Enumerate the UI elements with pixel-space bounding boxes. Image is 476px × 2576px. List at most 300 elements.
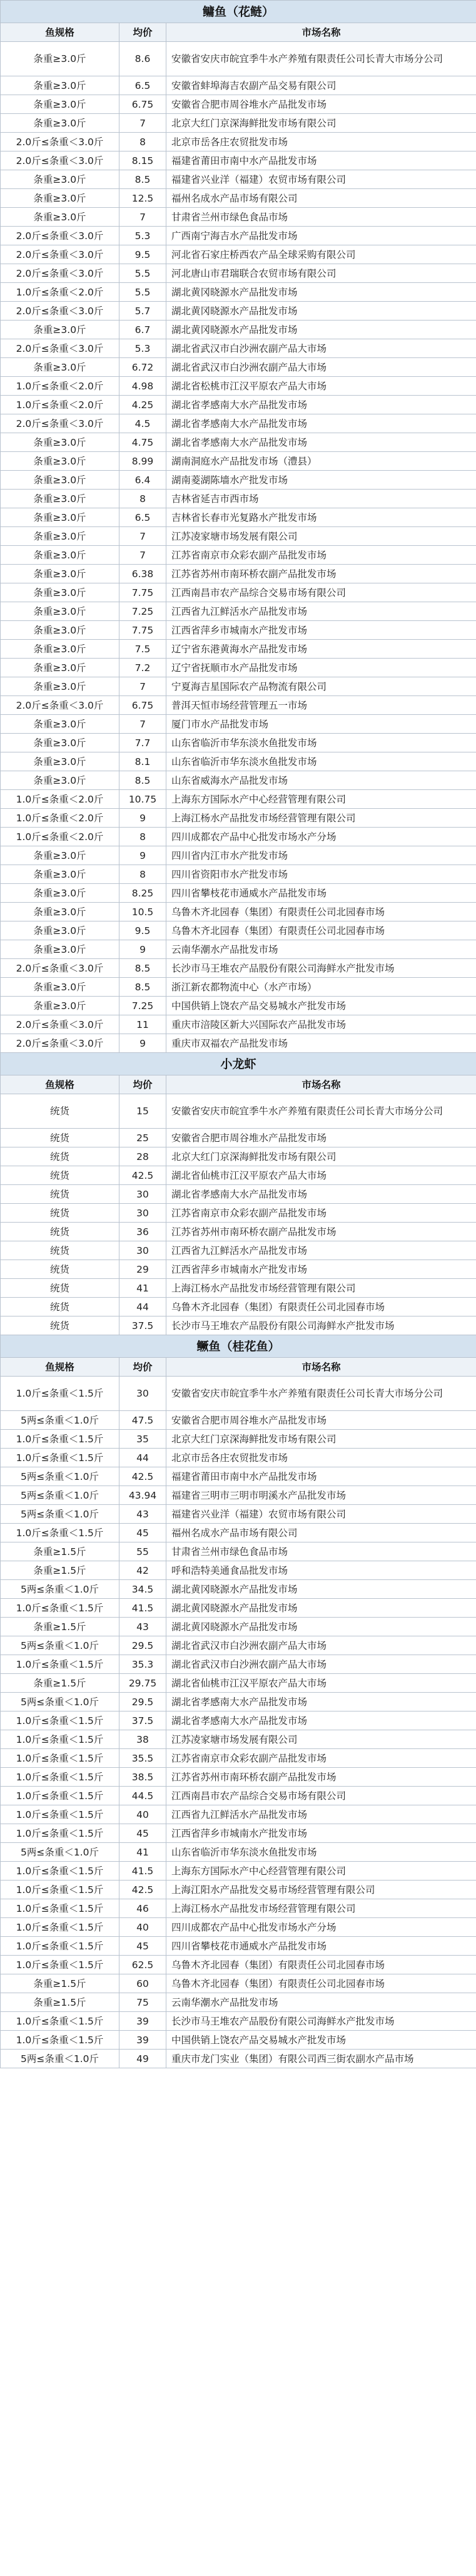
market-cell: 江苏省南京市众彩农副产品批发市场 xyxy=(166,1204,476,1223)
table-row xyxy=(1,1862,476,1881)
spec-cell: 条重≥1.5斤 xyxy=(1,1674,119,1693)
spec-cell: 条重≥3.0斤 xyxy=(1,865,119,884)
table-row xyxy=(1,151,476,170)
spec-cell: 条重≥3.0斤 xyxy=(1,640,119,659)
table-row xyxy=(1,583,476,602)
price-cell: 43 xyxy=(119,1505,166,1524)
spec-cell: 1.0斤≤条重＜1.5斤 xyxy=(1,1862,119,1881)
table-row xyxy=(1,621,476,640)
market-cell: 广西南宁海吉水产品批发市场 xyxy=(166,227,476,245)
market-cell: 甘肃省兰州市绿色食品市场 xyxy=(166,1542,476,1561)
price-cell: 8.5 xyxy=(119,959,166,978)
spec-cell: 1.0斤≤条重＜1.5斤 xyxy=(1,1768,119,1787)
market-cell: 河北省石家庄桥西农产品全球采购有限公司 xyxy=(166,245,476,264)
price-cell: 28 xyxy=(119,1147,166,1166)
market-cell: 上海东方国际水产中心经营管理有限公司 xyxy=(166,1862,476,1881)
table-row xyxy=(1,1655,476,1674)
price-cell: 40 xyxy=(119,1918,166,1937)
section-title-row xyxy=(1,1,476,23)
table-row xyxy=(1,1899,476,1918)
market-cell: 湖北黄冈晓源水产品批发市场 xyxy=(166,1618,476,1636)
table-row xyxy=(1,1674,476,1693)
table-row xyxy=(1,790,476,809)
market-cell: 江西省九江鲜活水产品批发市场 xyxy=(166,1805,476,1824)
header-market: 市场名称 xyxy=(166,1358,476,1377)
spec-cell: 条重≥3.0斤 xyxy=(1,527,119,546)
table-row xyxy=(1,1298,476,1316)
market-cell: 江西省九江鲜活水产品批发市场 xyxy=(166,602,476,621)
table-row xyxy=(1,227,476,245)
table-row xyxy=(1,734,476,752)
spec-cell: 1.0斤≤条重＜1.5斤 xyxy=(1,1377,119,1411)
table-row xyxy=(1,959,476,978)
table-row xyxy=(1,1693,476,1711)
price-cell: 29.5 xyxy=(119,1636,166,1655)
table-row xyxy=(1,1711,476,1730)
price-cell: 29 xyxy=(119,1260,166,1279)
spec-cell: 1.0斤≤条重＜1.5斤 xyxy=(1,1881,119,1899)
table-row xyxy=(1,433,476,452)
spec-cell: 5两≤条重＜1.0斤 xyxy=(1,1411,119,1430)
spec-cell: 统货 xyxy=(1,1204,119,1223)
market-cell: 长沙市马王堆农产品股份有限公司海鲜水产批发市场 xyxy=(166,1316,476,1335)
market-cell: 四川省攀枝花市通威水产品批发市场 xyxy=(166,884,476,903)
market-cell: 上海江阳水产品批发交易市场经营管理有限公司 xyxy=(166,1881,476,1899)
table-row xyxy=(1,245,476,264)
price-cell: 36 xyxy=(119,1223,166,1241)
market-cell: 湖北黄冈晓源水产品批发市场 xyxy=(166,283,476,302)
price-cell: 30 xyxy=(119,1185,166,1204)
price-cell: 55 xyxy=(119,1542,166,1561)
table-row xyxy=(1,865,476,884)
price-cell: 4.75 xyxy=(119,433,166,452)
price-cell: 7 xyxy=(119,677,166,696)
market-cell: 北京大红门京深海鲜批发市场有限公司 xyxy=(166,1430,476,1449)
table-row xyxy=(1,1805,476,1824)
spec-cell: 条重≥3.0斤 xyxy=(1,321,119,339)
market-cell: 北京市岳各庄农贸批发市场 xyxy=(166,133,476,151)
price-cell: 34.5 xyxy=(119,1580,166,1599)
spec-cell: 1.0斤≤条重＜2.0斤 xyxy=(1,283,119,302)
table-row xyxy=(1,1015,476,1034)
market-cell: 湖北省孝感南大水产品批发市场 xyxy=(166,433,476,452)
spec-cell: 2.0斤≤条重＜3.0斤 xyxy=(1,339,119,358)
spec-cell: 条重≥3.0斤 xyxy=(1,659,119,677)
price-cell: 35.3 xyxy=(119,1655,166,1674)
table-row xyxy=(1,339,476,358)
table-row xyxy=(1,170,476,189)
price-cell: 60 xyxy=(119,1974,166,1993)
spec-cell: 条重≥3.0斤 xyxy=(1,95,119,114)
table-row xyxy=(1,903,476,921)
market-cell: 乌鲁木齐北园春（集团）有限责任公司北园春市场 xyxy=(166,903,476,921)
spec-cell: 1.0斤≤条重＜1.5斤 xyxy=(1,1599,119,1618)
price-cell: 7.7 xyxy=(119,734,166,752)
spec-cell: 条重≥3.0斤 xyxy=(1,490,119,508)
market-cell: 云南华潮水产品批发市场 xyxy=(166,1993,476,2012)
table-row xyxy=(1,940,476,959)
market-cell: 四川成都农产品中心批发市场水产分场 xyxy=(166,1918,476,1937)
market-cell: 河北唐山市君瑞联合农贸市场有限公司 xyxy=(166,264,476,283)
spec-cell: 5两≤条重＜1.0斤 xyxy=(1,1467,119,1486)
table-row xyxy=(1,1787,476,1805)
market-cell: 江西南昌市农产品综合交易市场有限公司 xyxy=(166,583,476,602)
table-row xyxy=(1,414,476,433)
market-cell: 安徽省安庆市皖宜季牛水产养殖有限责任公司长青大市场分公司 xyxy=(166,1377,476,1411)
table-row xyxy=(1,302,476,321)
table-row xyxy=(1,1449,476,1467)
spec-cell: 1.0斤≤条重＜1.5斤 xyxy=(1,1899,119,1918)
market-cell: 江西南昌市农产品综合交易市场有限公司 xyxy=(166,1787,476,1805)
spec-cell: 条重≥3.0斤 xyxy=(1,677,119,696)
spec-cell: 条重≥3.0斤 xyxy=(1,621,119,640)
market-cell: 江苏省苏州市南环桥农副产品批发市场 xyxy=(166,1768,476,1787)
price-cell: 42.5 xyxy=(119,1467,166,1486)
market-cell: 江苏省南京市众彩农副产品批发市场 xyxy=(166,1749,476,1768)
spec-cell: 条重≥3.0斤 xyxy=(1,846,119,865)
table-row xyxy=(1,1636,476,1655)
table-row xyxy=(1,696,476,715)
table-row xyxy=(1,1241,476,1260)
table-row xyxy=(1,1542,476,1561)
market-cell: 福建省莆田市南中水产品批发市场 xyxy=(166,1467,476,1486)
spec-cell: 条重≥3.0斤 xyxy=(1,433,119,452)
table-row xyxy=(1,1260,476,1279)
market-cell: 乌鲁木齐北园春（集团）有限责任公司北园春市场 xyxy=(166,921,476,940)
market-cell: 湖北省武汉市白沙洲农副产品大市场 xyxy=(166,358,476,377)
price-cell: 7 xyxy=(119,208,166,227)
header-price: 均价 xyxy=(119,1358,166,1377)
spec-cell: 1.0斤≤条重＜1.5斤 xyxy=(1,1787,119,1805)
price-cell: 8 xyxy=(119,133,166,151)
price-cell: 35 xyxy=(119,1430,166,1449)
spec-cell: 条重≥3.0斤 xyxy=(1,602,119,621)
table-row xyxy=(1,1937,476,1956)
price-cell: 62.5 xyxy=(119,1956,166,1974)
price-cell: 9 xyxy=(119,1034,166,1053)
price-cell: 25 xyxy=(119,1129,166,1147)
price-cell: 42 xyxy=(119,1561,166,1580)
spec-cell: 条重≥1.5斤 xyxy=(1,1993,119,2012)
table-row xyxy=(1,1147,476,1166)
table-row xyxy=(1,1749,476,1768)
spec-cell: 统货 xyxy=(1,1241,119,1260)
spec-cell: 2.0斤≤条重＜3.0斤 xyxy=(1,959,119,978)
price-cell: 42.5 xyxy=(119,1881,166,1899)
spec-cell: 统货 xyxy=(1,1279,119,1298)
section-title: 鳙鱼（花鲢） xyxy=(1,1,476,23)
spec-cell: 1.0斤≤条重＜1.5斤 xyxy=(1,1937,119,1956)
market-cell: 湖北省松桃市江汉平原农产品大市场 xyxy=(166,377,476,396)
table-row xyxy=(1,921,476,940)
table-row xyxy=(1,42,476,76)
spec-cell: 2.0斤≤条重＜3.0斤 xyxy=(1,696,119,715)
spec-cell: 统货 xyxy=(1,1185,119,1204)
market-cell: 安徽省蚌埠海吉农副产品交易有限公司 xyxy=(166,76,476,95)
market-cell: 江西省九江鲜活水产品批发市场 xyxy=(166,1241,476,1260)
market-cell: 厦门市水产品批发市场 xyxy=(166,715,476,734)
table-row xyxy=(1,1505,476,1524)
table-row xyxy=(1,1129,476,1147)
spec-cell: 1.0斤≤条重＜1.5斤 xyxy=(1,1956,119,1974)
spec-cell: 2.0斤≤条重＜3.0斤 xyxy=(1,264,119,283)
market-cell: 安徽省合肥市周谷堆水产品批发市场 xyxy=(166,95,476,114)
table-row xyxy=(1,1918,476,1937)
table-row xyxy=(1,1580,476,1599)
table-row xyxy=(1,1094,476,1129)
table-row xyxy=(1,76,476,95)
table-row xyxy=(1,1467,476,1486)
header-price: 均价 xyxy=(119,23,166,42)
market-cell: 湖北省武汉市白沙洲农副产品大市场 xyxy=(166,339,476,358)
spec-cell: 2.0斤≤条重＜3.0斤 xyxy=(1,302,119,321)
market-cell: 上海江杨水产品批发市场经营管理有限公司 xyxy=(166,809,476,828)
spec-cell: 5两≤条重＜1.0斤 xyxy=(1,1693,119,1711)
market-cell: 山东省临沂市华东淡水鱼批发市场 xyxy=(166,752,476,771)
spec-cell: 条重≥3.0斤 xyxy=(1,546,119,565)
spec-cell: 条重≥3.0斤 xyxy=(1,358,119,377)
price-cell: 9 xyxy=(119,809,166,828)
price-cell: 9.5 xyxy=(119,921,166,940)
market-cell: 湖北黄冈晓源水产品批发市场 xyxy=(166,302,476,321)
table-row xyxy=(1,1993,476,2012)
spec-cell: 1.0斤≤条重＜1.5斤 xyxy=(1,1430,119,1449)
market-cell: 福建省兴业洋（福建）农贸市场有限公司 xyxy=(166,1505,476,1524)
market-cell: 湖北省仙桃市江汉平原农产品大市场 xyxy=(166,1166,476,1185)
spec-cell: 统货 xyxy=(1,1166,119,1185)
price-cell: 8 xyxy=(119,828,166,846)
market-cell: 四川省内江市水产批发市场 xyxy=(166,846,476,865)
spec-cell: 条重≥3.0斤 xyxy=(1,170,119,189)
spec-cell: 条重≥3.0斤 xyxy=(1,903,119,921)
price-cell: 43.94 xyxy=(119,1486,166,1505)
table-row xyxy=(1,1204,476,1223)
spec-cell: 1.0斤≤条重＜1.5斤 xyxy=(1,2031,119,2050)
spec-cell: 1.0斤≤条重＜1.5斤 xyxy=(1,1749,119,1768)
price-cell: 7 xyxy=(119,715,166,734)
price-cell: 5.5 xyxy=(119,264,166,283)
price-cell: 40 xyxy=(119,1805,166,1824)
table-row xyxy=(1,208,476,227)
market-cell: 四川省资阳市水产批发市场 xyxy=(166,865,476,884)
price-cell: 10.75 xyxy=(119,790,166,809)
price-cell: 47.5 xyxy=(119,1411,166,1430)
market-cell: 福州名成水产品市场有限公司 xyxy=(166,189,476,208)
table-row xyxy=(1,95,476,114)
header-price: 均价 xyxy=(119,1075,166,1094)
price-cell: 8.25 xyxy=(119,884,166,903)
market-cell: 江苏凌家塘市场发展有限公司 xyxy=(166,1730,476,1749)
market-cell: 湖南菱湖陈墙水产批发市场 xyxy=(166,471,476,490)
price-cell: 44 xyxy=(119,1298,166,1316)
spec-cell: 统货 xyxy=(1,1147,119,1166)
market-cell: 福州名成水产品市场有限公司 xyxy=(166,1524,476,1542)
table-row xyxy=(1,1034,476,1053)
table-row xyxy=(1,2012,476,2031)
spec-cell: 2.0斤≤条重＜3.0斤 xyxy=(1,414,119,433)
market-cell: 上海东方国际水产中心经营管理有限公司 xyxy=(166,790,476,809)
section-title-row xyxy=(1,1335,476,1358)
price-cell: 46 xyxy=(119,1899,166,1918)
section-title: 鳜鱼（桂花鱼） xyxy=(1,1335,476,1358)
market-cell: 呼和浩特美通食品批发市场 xyxy=(166,1561,476,1580)
header-row xyxy=(1,1075,476,1094)
price-cell: 6.5 xyxy=(119,508,166,527)
spec-cell: 5两≤条重＜1.0斤 xyxy=(1,1636,119,1655)
price-cell: 5.3 xyxy=(119,227,166,245)
market-cell: 山东省临沂市华东淡水鱼批发市场 xyxy=(166,734,476,752)
header-market: 市场名称 xyxy=(166,1075,476,1094)
table-row xyxy=(1,978,476,997)
spec-cell: 2.0斤≤条重＜3.0斤 xyxy=(1,151,119,170)
price-cell: 8.5 xyxy=(119,170,166,189)
section-title: 小龙虾 xyxy=(1,1053,476,1075)
table-row xyxy=(1,508,476,527)
spec-cell: 5两≤条重＜1.0斤 xyxy=(1,1505,119,1524)
market-cell: 重庆市龙门实业（集团）有限公司西三街农副水产品市场 xyxy=(166,2050,476,2068)
market-cell: 福建省莆田市南中水产品批发市场 xyxy=(166,151,476,170)
price-cell: 45 xyxy=(119,1937,166,1956)
market-cell: 山东省临沂市华东淡水鱼批发市场 xyxy=(166,1843,476,1862)
spec-cell: 统货 xyxy=(1,1298,119,1316)
market-cell: 江西省萍乡市城南水产批发市场 xyxy=(166,1824,476,1843)
header-row xyxy=(1,1358,476,1377)
price-cell: 4.25 xyxy=(119,396,166,414)
spec-cell: 条重≥3.0斤 xyxy=(1,715,119,734)
spec-cell: 条重≥3.0斤 xyxy=(1,997,119,1015)
table-row xyxy=(1,1524,476,1542)
price-cell: 7 xyxy=(119,546,166,565)
table-row xyxy=(1,1185,476,1204)
price-cell: 9 xyxy=(119,846,166,865)
market-cell: 普洱天恒市场经营管理五一市场 xyxy=(166,696,476,715)
spec-cell: 统货 xyxy=(1,1223,119,1241)
market-cell: 江苏省苏州市南环桥农副产品批发市场 xyxy=(166,1223,476,1241)
table-row xyxy=(1,1316,476,1335)
spec-cell: 1.0斤≤条重＜1.5斤 xyxy=(1,1711,119,1730)
spec-cell: 条重≥3.0斤 xyxy=(1,734,119,752)
price-cell: 45 xyxy=(119,1824,166,1843)
market-cell: 江苏省苏州市南环桥农副产品批发市场 xyxy=(166,565,476,583)
spec-cell: 条重≥3.0斤 xyxy=(1,771,119,790)
table-row xyxy=(1,1768,476,1787)
price-cell: 7 xyxy=(119,527,166,546)
table-row xyxy=(1,602,476,621)
price-cell: 75 xyxy=(119,1993,166,2012)
price-cell: 30 xyxy=(119,1377,166,1411)
table-row xyxy=(1,1561,476,1580)
table-row xyxy=(1,471,476,490)
spec-cell: 1.0斤≤条重＜1.5斤 xyxy=(1,1524,119,1542)
spec-cell: 统货 xyxy=(1,1129,119,1147)
price-cell: 29.5 xyxy=(119,1693,166,1711)
market-cell: 安徽省合肥市周谷堆水产品批发市场 xyxy=(166,1411,476,1430)
market-cell: 湖北省孝感南大水产品批发市场 xyxy=(166,396,476,414)
spec-cell: 条重≥3.0斤 xyxy=(1,452,119,471)
price-cell: 49 xyxy=(119,2050,166,2068)
table-row xyxy=(1,715,476,734)
price-cell: 43 xyxy=(119,1618,166,1636)
price-cell: 8.15 xyxy=(119,151,166,170)
spec-cell: 2.0斤≤条重＜3.0斤 xyxy=(1,133,119,151)
table-row xyxy=(1,1618,476,1636)
price-cell: 41.5 xyxy=(119,1599,166,1618)
price-cell: 5.3 xyxy=(119,339,166,358)
market-cell: 福建省兴业洋（福建）农贸市场有限公司 xyxy=(166,170,476,189)
market-cell: 湖南洞庭水产品批发市场（澧县） xyxy=(166,452,476,471)
spec-cell: 条重≥1.5斤 xyxy=(1,1561,119,1580)
price-cell: 6.5 xyxy=(119,76,166,95)
spec-cell: 统货 xyxy=(1,1094,119,1129)
price-cell: 35.5 xyxy=(119,1749,166,1768)
price-cell: 7 xyxy=(119,114,166,133)
spec-cell: 1.0斤≤条重＜1.5斤 xyxy=(1,2012,119,2031)
table-row xyxy=(1,1486,476,1505)
spec-cell: 统货 xyxy=(1,1316,119,1335)
market-cell: 湖北省仙桃市江汉平原农产品大市场 xyxy=(166,1674,476,1693)
spec-cell: 5两≤条重＜1.0斤 xyxy=(1,2050,119,2068)
spec-cell: 条重≥3.0斤 xyxy=(1,208,119,227)
table-row xyxy=(1,189,476,208)
spec-cell: 5两≤条重＜1.0斤 xyxy=(1,1843,119,1862)
price-cell: 44.5 xyxy=(119,1787,166,1805)
price-cell: 41.5 xyxy=(119,1862,166,1881)
price-cell: 41 xyxy=(119,1843,166,1862)
price-cell: 37.5 xyxy=(119,1711,166,1730)
spec-cell: 条重≥3.0斤 xyxy=(1,583,119,602)
spec-cell: 条重≥3.0斤 xyxy=(1,565,119,583)
price-cell: 7.75 xyxy=(119,583,166,602)
table-row xyxy=(1,264,476,283)
market-cell: 上海江杨水产品批发市场经营管理有限公司 xyxy=(166,1899,476,1918)
spec-cell: 条重≥1.5斤 xyxy=(1,1974,119,1993)
market-cell: 乌鲁木齐北园春（集团）有限责任公司北园春市场 xyxy=(166,1974,476,1993)
price-cell: 38 xyxy=(119,1730,166,1749)
table-row xyxy=(1,771,476,790)
market-cell: 安徽省合肥市周谷堆水产品批发市场 xyxy=(166,1129,476,1147)
spec-cell: 2.0斤≤条重＜3.0斤 xyxy=(1,245,119,264)
market-cell: 安徽省安庆市皖宜季牛水产养殖有限责任公司长青大市场分公司 xyxy=(166,42,476,76)
spec-cell: 1.0斤≤条重＜1.5斤 xyxy=(1,1805,119,1824)
header-market: 市场名称 xyxy=(166,23,476,42)
market-cell: 四川省攀枝花市通威水产品批发市场 xyxy=(166,1937,476,1956)
market-cell: 重庆市涪陵区新大兴国际农产品批发市场 xyxy=(166,1015,476,1034)
price-cell: 7.2 xyxy=(119,659,166,677)
market-cell: 上海江杨水产品批发市场经营管理有限公司 xyxy=(166,1279,476,1298)
price-cell: 6.38 xyxy=(119,565,166,583)
price-cell: 8.5 xyxy=(119,978,166,997)
price-cell: 8.6 xyxy=(119,42,166,76)
spec-cell: 1.0斤≤条重＜1.5斤 xyxy=(1,1918,119,1937)
spec-cell: 1.0斤≤条重＜2.0斤 xyxy=(1,790,119,809)
table-row xyxy=(1,283,476,302)
market-cell: 云南华潮水产品批发市场 xyxy=(166,940,476,959)
spec-cell: 统货 xyxy=(1,1260,119,1279)
market-cell: 甘肃省兰州市绿色食品市场 xyxy=(166,208,476,227)
spec-cell: 条重≥3.0斤 xyxy=(1,940,119,959)
price-cell: 8.99 xyxy=(119,452,166,471)
market-cell: 江苏省南京市众彩农副产品批发市场 xyxy=(166,546,476,565)
table-row xyxy=(1,396,476,414)
price-cell: 39 xyxy=(119,2031,166,2050)
market-cell: 江西省萍乡市城南水产批发市场 xyxy=(166,621,476,640)
table-row xyxy=(1,1279,476,1298)
price-cell: 8 xyxy=(119,865,166,884)
table-row xyxy=(1,1599,476,1618)
price-cell: 41 xyxy=(119,1279,166,1298)
spec-cell: 条重≥3.0斤 xyxy=(1,508,119,527)
market-cell: 江西省萍乡市城南水产批发市场 xyxy=(166,1260,476,1279)
